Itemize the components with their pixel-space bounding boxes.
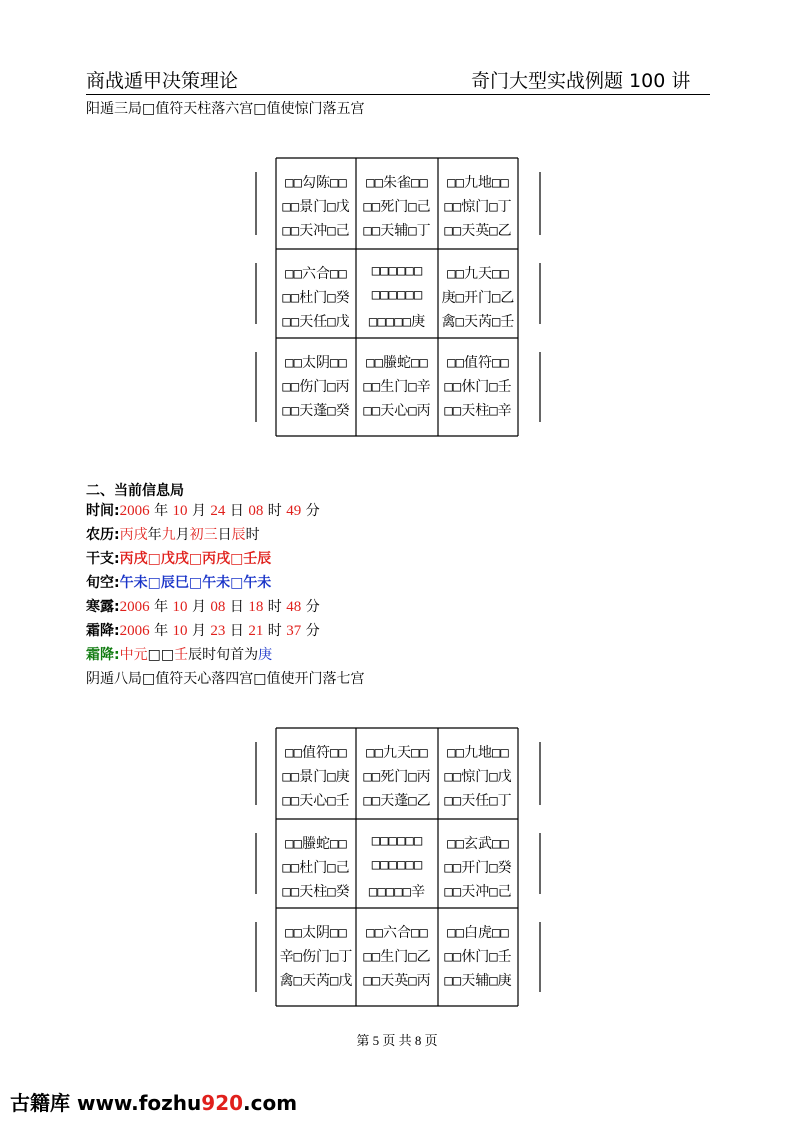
chart1-cell: 庚□开门□乙 <box>441 290 515 306</box>
chart2-cell: □□玄武□□ <box>447 836 509 852</box>
lunar-c: 九 <box>161 527 176 543</box>
time-hour: 08 <box>248 503 264 519</box>
hanlu-hour: 18 <box>248 599 264 615</box>
shuangjiang-year: 2006 <box>119 623 150 639</box>
chart1-cell: □□死门□己 <box>363 199 431 215</box>
shuangjiang-month: 10 <box>172 623 188 639</box>
chart2-title: 阴遁八局□值符天心落四宫□值使开门落七宫 <box>86 671 365 687</box>
lunar-b: 年 <box>147 527 162 543</box>
info-time <box>86 500 320 520</box>
hanlu-m: 月 <box>191 599 206 615</box>
shuangjiang2-c: 壬 <box>174 647 189 663</box>
chart2-cell: □□天心□壬 <box>282 793 350 809</box>
lunar-g: 辰 <box>231 527 246 543</box>
hanlu-d: 日 <box>229 599 244 615</box>
info-hanlu <box>86 596 320 616</box>
chart1-cell: □□杜门□癸 <box>282 290 350 306</box>
chart1-cell: □□值符□□ <box>447 355 509 371</box>
chart2-cell: □□天冲□己 <box>444 884 512 900</box>
chart1-cell: □□天心□丙 <box>363 403 431 419</box>
shuangjiang2-label: 霜降: <box>86 647 120 663</box>
watermark <box>10 1087 297 1116</box>
chart2-cell: □□天英□丙 <box>363 973 431 989</box>
chart1-cell: □□□□□庚 <box>368 314 426 330</box>
chart2-cell: □□开门□癸 <box>444 860 512 876</box>
info-lunar <box>86 524 260 544</box>
chart1-cell: □□太阴□□ <box>285 355 347 371</box>
watermark-a: 古籍库 www.fozhu <box>10 1091 202 1115</box>
time-month: 10 <box>172 503 188 519</box>
chart1-cell: □□天柱□辛 <box>444 403 512 419</box>
hanlu-month: 10 <box>172 599 188 615</box>
chart1-cell: □□勾陈□□ <box>285 175 347 191</box>
info-shuangjiang <box>86 620 320 640</box>
chart2-cell: □□□□□辛 <box>368 884 426 900</box>
shuangjiang-day: 23 <box>210 623 226 639</box>
chart1-title: 阳遁三局□值符天柱落六宫□值使惊门落五宫 <box>86 101 365 117</box>
chart2-cell: □□生门□乙 <box>363 949 431 965</box>
header-title-left: 商战遁甲决策理论 <box>86 70 239 92</box>
chart2-cell: □□九地□□ <box>447 745 509 761</box>
chart1-cell: □□休门□壬 <box>444 379 512 395</box>
chart2-cell: □□杜门□己 <box>282 860 350 876</box>
section-title: 二、当前信息局 <box>86 483 184 499</box>
time-y: 年 <box>154 503 169 519</box>
time-min: 分 <box>305 503 320 519</box>
lunar-f: 日 <box>217 527 232 543</box>
shuangjiang2-a: 中元 <box>119 647 148 663</box>
chart2-cell: □□值符□□ <box>285 745 347 761</box>
time-label: 时间: <box>86 503 120 519</box>
shuangjiang2-e: 庚 <box>258 647 273 663</box>
shuangjiang-hour: 21 <box>248 623 264 639</box>
chart2-cell: □□□□□□ <box>371 857 423 873</box>
chart1-cell: □□朱雀□□ <box>366 175 428 191</box>
chart2-cell: □□景门□庚 <box>282 769 350 785</box>
chart2-cell: □□天柱□癸 <box>282 884 350 900</box>
chart2-cell: 禽□天芮□戊 <box>279 973 353 989</box>
chart2-grid <box>250 720 546 1010</box>
shuangjiang-h: 时 <box>267 623 282 639</box>
info-shuangjiang-yuan <box>86 644 272 664</box>
hanlu-min: 分 <box>305 599 320 615</box>
shuangjiang-d: 日 <box>229 623 244 639</box>
hanlu-y: 年 <box>154 599 169 615</box>
chart1-cell: □□□□□□ <box>371 287 423 303</box>
chart2-cell: □□太阴□□ <box>285 925 347 941</box>
chart2-cell: □□螣蛇□□ <box>285 836 347 852</box>
hanlu-h: 时 <box>267 599 282 615</box>
hanlu-day: 08 <box>210 599 226 615</box>
shuangjiang2-d: 辰时旬首为 <box>188 647 259 663</box>
lunar-label: 农历: <box>86 527 120 543</box>
chart1-cell: □□生门□辛 <box>363 379 431 395</box>
chart1-cell: □□伤门□丙 <box>282 379 350 395</box>
chart1-cell: □□天英□乙 <box>444 223 512 239</box>
chart2-cell: □□白虎□□ <box>447 925 509 941</box>
chart1-cell: □□景门□戊 <box>282 199 350 215</box>
time-year: 2006 <box>119 503 150 519</box>
header-title-right: 奇门大型实战例题 100 讲 <box>471 70 691 92</box>
time-m: 月 <box>191 503 206 519</box>
chart1-cell: □□天辅□丁 <box>363 223 431 239</box>
chart2-cell: □□死门□丙 <box>363 769 431 785</box>
shuangjiang-y: 年 <box>154 623 169 639</box>
shuangjiang-label: 霜降: <box>86 623 120 639</box>
chart1-cell: □□天任□戊 <box>282 314 350 330</box>
shuangjiang-minute: 37 <box>286 623 302 639</box>
chart1-cell: 禽□天芮□壬 <box>441 314 515 330</box>
xunkong-label: 旬空: <box>86 575 120 591</box>
chart1-cell: □□□□□□ <box>371 263 423 279</box>
chart1-grid <box>250 150 546 440</box>
ganzhi-value: 丙戌□戊戌□丙戌□壬辰 <box>119 551 272 567</box>
lunar-d: 月 <box>175 527 190 543</box>
chart1-cell: □□九地□□ <box>447 175 509 191</box>
chart2-cell: □□六合□□ <box>366 925 428 941</box>
time-minute: 49 <box>286 503 302 519</box>
lunar-a: 丙戌 <box>119 527 148 543</box>
time-h: 时 <box>267 503 282 519</box>
chart2-cell: 辛□伤门□丁 <box>279 949 353 965</box>
chart2-cell: □□□□□□ <box>371 833 423 849</box>
shuangjiang-m: 月 <box>191 623 206 639</box>
hanlu-minute: 48 <box>286 599 302 615</box>
watermark-b: 920 <box>201 1091 244 1115</box>
chart1-cell: □□九天□□ <box>447 266 509 282</box>
chart1-cell: □□螣蛇□□ <box>366 355 428 371</box>
shuangjiang2-b: □□ <box>147 647 175 663</box>
chart1-cell: □□六合□□ <box>285 266 347 282</box>
shuangjiang-min: 分 <box>305 623 320 639</box>
chart2-cell: □□天辅□庚 <box>444 973 512 989</box>
hanlu-label: 寒露: <box>86 599 120 615</box>
xunkong-value: 午未□辰巳□午未□午未 <box>119 575 272 591</box>
info-xunkong <box>86 572 271 592</box>
chart1-cell: □□天冲□己 <box>282 223 350 239</box>
header-rule <box>86 94 710 95</box>
ganzhi-label: 干支: <box>86 551 120 567</box>
chart1-cell: □□惊门□丁 <box>444 199 512 215</box>
chart1-cell: □□天蓬□癸 <box>282 403 350 419</box>
watermark-c: .com <box>243 1091 298 1115</box>
time-day: 24 <box>210 503 226 519</box>
chart2-cell: □□惊门□戊 <box>444 769 512 785</box>
chart2-cell: □□九天□□ <box>366 745 428 761</box>
time-d: 日 <box>229 503 244 519</box>
hanlu-year: 2006 <box>119 599 150 615</box>
page-footer: 第 5 页 共 8 页 <box>356 1033 438 1048</box>
chart2-cell: □□休门□壬 <box>444 949 512 965</box>
lunar-e: 初三 <box>189 527 218 543</box>
lunar-h: 时 <box>245 527 260 543</box>
info-ganzhi <box>86 548 271 568</box>
chart2-cell: □□天任□丁 <box>444 793 512 809</box>
chart2-cell: □□天蓬□乙 <box>363 793 431 809</box>
